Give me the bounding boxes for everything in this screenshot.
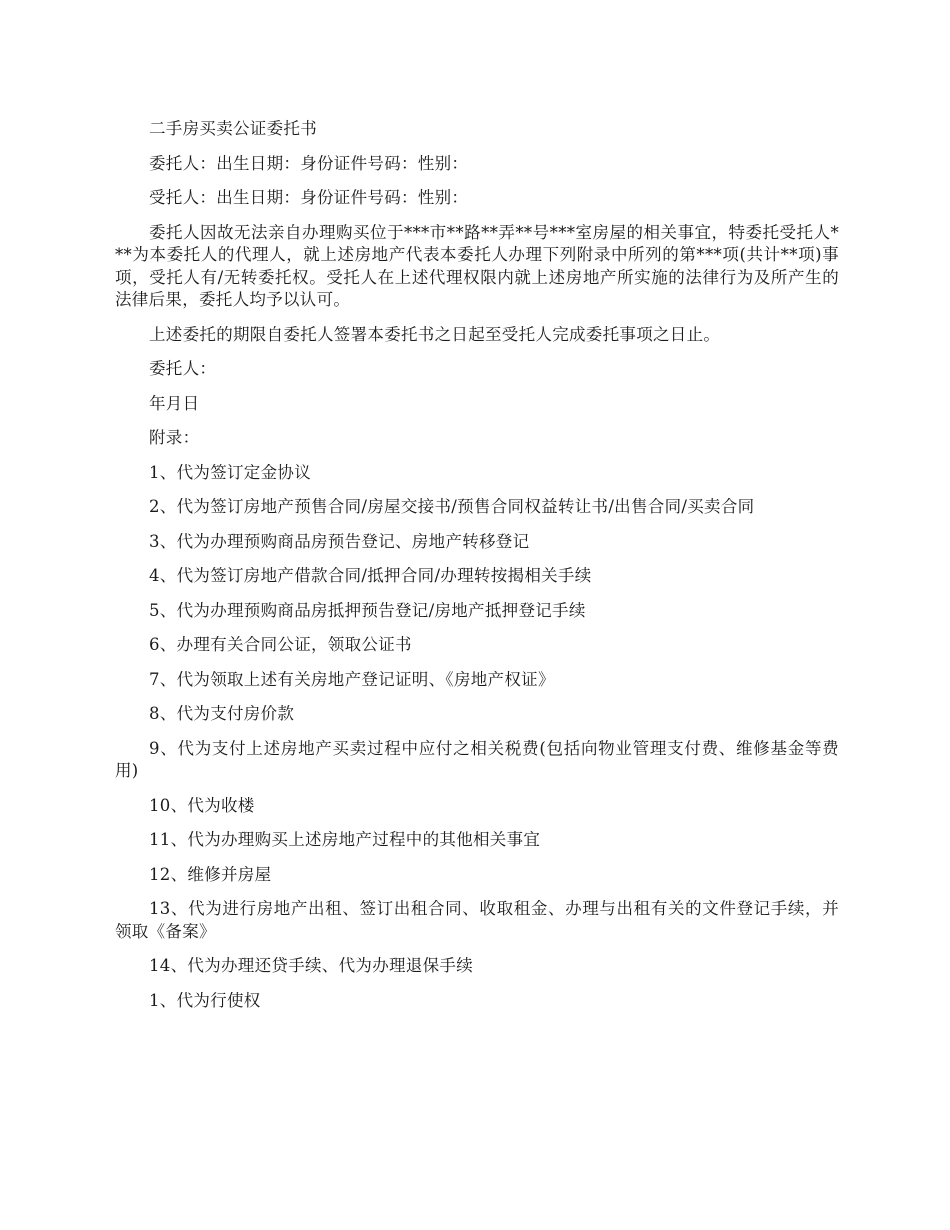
date-label: 年月日: [149, 393, 200, 413]
principal-info-line: 委托人：出生日期：身份证件号码：性别：: [149, 153, 469, 173]
appendix-item: 1、代为签订定金协议: [149, 462, 311, 482]
appendix-item: 1、代为行使权: [149, 990, 261, 1010]
appendix-item: 8、代为支付房价款: [149, 704, 295, 723]
appendix-item: 3、代为办理预购商品房预告登记、房地产转移登记: [149, 531, 530, 551]
body-paragraph: 委托人因故无法亲自办理购买位于***市**路**弄**号***室房屋的相关事宜，特委托受托人***为本委托人的代理人，就上述房地产代表本委托人办理下列附录中所列的第***项(共计**项)事项，受托人有/无转委托权。受托人在上述代理权限内就上述房地产所实施的法律行为及所产生的法律后果，委托人均予以认可。: [115, 222, 839, 309]
appendix-item: 5、代为办理预购商品房抵押预告登记/房地产抵押登记手续: [149, 600, 586, 620]
appendix-item: 9、代为支付上述房地产买卖过程中应付之相关税费(包括向物业管理支付费、维修基金等费用): [115, 738, 839, 780]
appendix-item: 4、代为签订房地产借款合同/抵押合同/办理转按揭相关手续: [149, 566, 592, 585]
agent-info-line: 受托人：出生日期：身份证件号码：性别：: [149, 188, 469, 207]
appendix-item: 10、代为收楼: [149, 795, 255, 815]
appendix-item: 12、维修并房屋: [149, 864, 272, 884]
appendix-label: 附录：: [149, 428, 200, 447]
appendix-item: 14、代为办理还贷手续、代为办理退保手续: [149, 956, 473, 975]
appendix-item: 7、代为领取上述有关房地产登记证明、《房地产权证》: [149, 669, 555, 689]
appendix-item: 13、代为进行房地产出租、签订出租合同、收取租金、办理与出租有关的文件登记手续，并领取《备案》: [115, 899, 839, 941]
appendix-item: 2、代为签订房地产预售合同/房屋交接书/预售合同权益转让书/出售合同/买卖合同: [149, 497, 755, 516]
term-paragraph: 上述委托的期限自委托人签署本委托书之日起至受托人完成委托事项之日止。: [149, 324, 721, 344]
document-title: 二手房买卖公证委托书: [149, 119, 317, 138]
signature-label: 委托人：: [149, 359, 217, 378]
appendix-item: 6、办理有关合同公证，领取公证书: [149, 635, 412, 654]
appendix-item: 11、代为办理购买上述房地产过程中的其他相关事宜: [149, 830, 541, 849]
document-page: [115, 118, 839, 1024]
